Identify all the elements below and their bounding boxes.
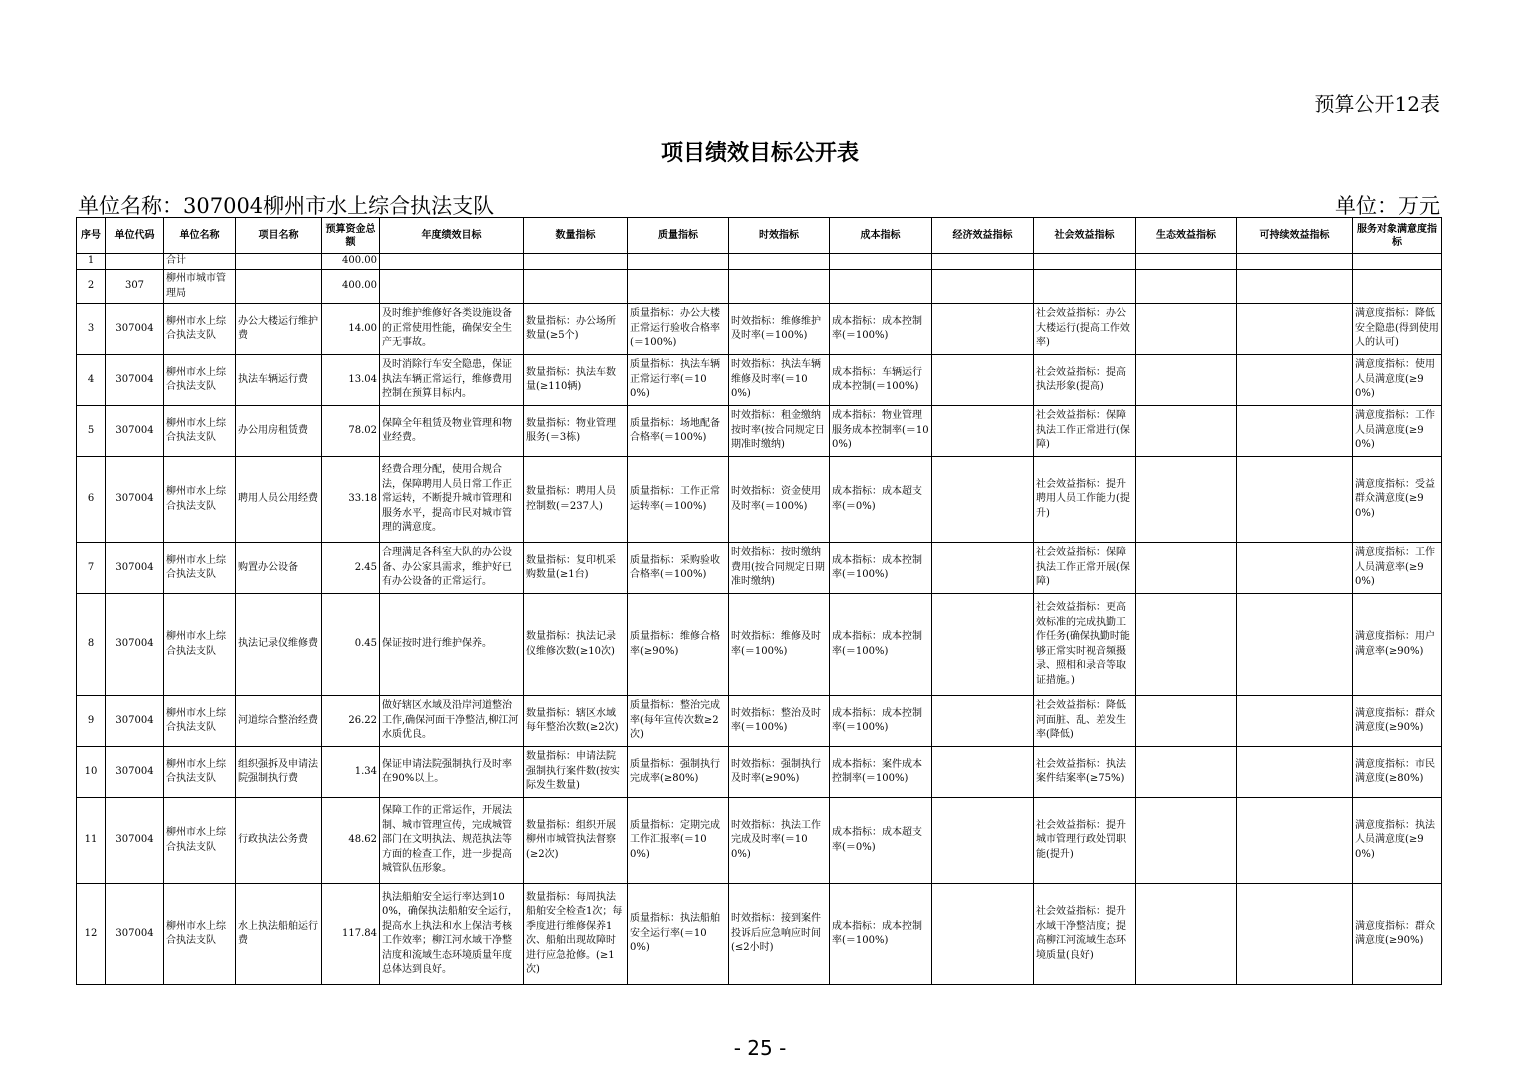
- header-cell: 序号: [77, 218, 106, 254]
- header-cell: 服务对象满意度指标: [1353, 218, 1442, 254]
- cell-code: [106, 254, 164, 270]
- cell-time: 时效指标：执法车辆维修及时率(＝100%): [729, 355, 830, 406]
- cell-eco: [1136, 304, 1237, 355]
- cell-eco: [1136, 457, 1237, 543]
- cell-qty: 数量指标：每周执法船舶安全检查1次；每季度进行维修保养1次、船舶出现故障时进行应急抢修。(≥1次): [524, 884, 628, 985]
- cell-unit: 合计: [164, 254, 236, 270]
- cell-eco: [1136, 594, 1237, 696]
- header-cell: 项目名称: [236, 218, 322, 254]
- cell-amount: 78.02: [322, 406, 380, 457]
- cell-seq: 1: [77, 254, 106, 270]
- cell-unit: 柳州市水上综合执法支队: [164, 457, 236, 543]
- cell-qty: [524, 270, 628, 304]
- cell-satisfy: 满意度指标：降低安全隐患(得到使用人的认可): [1353, 304, 1442, 355]
- cell-time: 时效指标：维修及时率(＝100%): [729, 594, 830, 696]
- cell-social: 社会效益指标：执法案件结案率(≥75%): [1034, 747, 1136, 798]
- cell-time: 时效指标：按时缴纳费用(按合同规定日期准时缴纳): [729, 543, 830, 594]
- cell-qty: 数量指标：复印机采购数量(≥1台): [524, 543, 628, 594]
- cell-econ: [932, 254, 1034, 270]
- cell-quality: 质量指标：维修合格率(≥90%): [628, 594, 729, 696]
- unit-line: [78, 190, 1440, 220]
- header-cell: 年度绩效目标: [380, 218, 524, 254]
- cell-social: 社会效益指标：提升聘用人员工作能力(提升): [1034, 457, 1136, 543]
- cell-amount: 400.00: [322, 270, 380, 304]
- cell-qty: 数量指标：聘用人员控制数(＝237人): [524, 457, 628, 543]
- cell-goal: 及时消除行车安全隐患，保证执法车辆正常运行，维修费用控制在预算目标内。: [380, 355, 524, 406]
- cell-econ: [932, 457, 1034, 543]
- cell-satisfy: 满意度指标：市民满意度(≥80%): [1353, 747, 1442, 798]
- cell-sustain: [1237, 696, 1353, 747]
- cell-time: [729, 270, 830, 304]
- cell-econ: [932, 406, 1034, 457]
- header-cell: 经济效益指标: [932, 218, 1034, 254]
- table-row: [77, 355, 1442, 406]
- cell-sustain: [1237, 304, 1353, 355]
- cell-time: 时效指标：强制执行及时率(≥90%): [729, 747, 830, 798]
- cell-quality: [628, 270, 729, 304]
- table-row: [77, 270, 1442, 304]
- cell-project: 河道综合整治经费: [236, 696, 322, 747]
- header-cell: 可持续效益指标: [1237, 218, 1353, 254]
- cell-project: 办公大楼运行维护费: [236, 304, 322, 355]
- table-row: [77, 543, 1442, 594]
- cell-cost: 成本指标：成本控制率(＝100%): [830, 304, 932, 355]
- cell-unit: 柳州市水上综合执法支队: [164, 406, 236, 457]
- cell-qty: 数量指标：执法记录仪维修次数(≥10次): [524, 594, 628, 696]
- cell-cost: 成本指标：案件成本控制率(＝100%): [830, 747, 932, 798]
- cell-amount: 14.00: [322, 304, 380, 355]
- cell-cost: 成本指标：成本控制率(＝100%): [830, 696, 932, 747]
- cell-unit: 柳州市水上综合执法支队: [164, 543, 236, 594]
- performance-table: [76, 217, 1442, 985]
- cell-qty: 数量指标：物业管理服务(＝3栋): [524, 406, 628, 457]
- table-row: [77, 594, 1442, 696]
- cell-project: [236, 270, 322, 304]
- cell-econ: [932, 355, 1034, 406]
- cell-quality: 质量指标：执法车辆正常运行率(＝100%): [628, 355, 729, 406]
- header-cell: 生态效益指标: [1136, 218, 1237, 254]
- cell-code: 307004: [106, 594, 164, 696]
- cell-goal: 保证按时进行维护保养。: [380, 594, 524, 696]
- cell-social: 社会效益指标：提高执法形象(提高): [1034, 355, 1136, 406]
- cell-unit: 柳州市城市管理局: [164, 270, 236, 304]
- cell-code: 307004: [106, 406, 164, 457]
- cell-seq: 2: [77, 270, 106, 304]
- table-row: [77, 406, 1442, 457]
- cell-satisfy: 满意度指标：工作人员满意度(≥90%): [1353, 406, 1442, 457]
- cell-econ: [932, 543, 1034, 594]
- header-cell: 单位代码: [106, 218, 164, 254]
- cell-social: 社会效益指标：提升城市管理行政处罚职能(提升): [1034, 798, 1136, 884]
- cell-social: 社会效益指标：办公大楼运行(提高工作效率): [1034, 304, 1136, 355]
- cell-goal: 保证申请法院强制执行及时率在90%以上。: [380, 747, 524, 798]
- cell-quality: 质量指标：执法船舶安全运行率(＝100%): [628, 884, 729, 985]
- table-row: [77, 457, 1442, 543]
- cell-project: 办公用房租赁费: [236, 406, 322, 457]
- cell-seq: 9: [77, 696, 106, 747]
- cell-code: 307004: [106, 457, 164, 543]
- cell-seq: 11: [77, 798, 106, 884]
- header-cell: 预算资金总额: [322, 218, 380, 254]
- cell-cost: 成本指标：成本超支率(＝0%): [830, 798, 932, 884]
- cell-quality: 质量指标：采购验收合格率(＝100%): [628, 543, 729, 594]
- cell-goal: 执法船舶安全运行率达到100%，确保执法船舶安全运行，提高水上执法和水上保洁考核工作效率；柳江河水域干净整洁度和流域生态环境质量年度总体达到良好。: [380, 884, 524, 985]
- table-body: [77, 254, 1442, 985]
- cell-amount: 26.22: [322, 696, 380, 747]
- cell-project: 执法车辆运行费: [236, 355, 322, 406]
- cell-seq: 3: [77, 304, 106, 355]
- cell-cost: [830, 254, 932, 270]
- cell-eco: [1136, 747, 1237, 798]
- cell-time: [729, 254, 830, 270]
- cell-quality: [628, 254, 729, 270]
- cell-code: 307004: [106, 355, 164, 406]
- cell-time: 时效指标：执法工作完成及时率(＝100%): [729, 798, 830, 884]
- cell-time: 时效指标：维修维护及时率(＝100%): [729, 304, 830, 355]
- cell-econ: [932, 798, 1034, 884]
- cell-project: 水上执法船舶运行费: [236, 884, 322, 985]
- header-cell: 时效指标: [729, 218, 830, 254]
- cell-econ: [932, 747, 1034, 798]
- cell-cost: 成本指标：成本超支率(＝0%): [830, 457, 932, 543]
- cell-cost: 成本指标：成本控制率(＝100%): [830, 594, 932, 696]
- cell-time: 时效指标：租金缴纳按时率(按合同规定日期准时缴纳): [729, 406, 830, 457]
- cell-social: 社会效益指标：提升水域干净整洁度；提高柳江河流域生态环境质量(良好): [1034, 884, 1136, 985]
- cell-quality: 质量指标：场地配备合格率(＝100%): [628, 406, 729, 457]
- cell-amount: 33.18: [322, 457, 380, 543]
- cell-amount: 2.45: [322, 543, 380, 594]
- cell-code: 307004: [106, 304, 164, 355]
- cell-sustain: [1237, 457, 1353, 543]
- cell-quality: 质量指标：强制执行完成率(≥80%): [628, 747, 729, 798]
- cell-time: 时效指标：整治及时率(＝100%): [729, 696, 830, 747]
- cell-sustain: [1237, 594, 1353, 696]
- cell-social: [1034, 270, 1136, 304]
- cell-social: 社会效益指标：降低河面脏、乱、差发生率(降低): [1034, 696, 1136, 747]
- cell-amount: 400.00: [322, 254, 380, 270]
- cell-unit: 柳州市水上综合执法支队: [164, 355, 236, 406]
- cell-quality: 质量指标：工作正常运转率(＝100%): [628, 457, 729, 543]
- cell-amount: 1.34: [322, 747, 380, 798]
- cell-seq: 4: [77, 355, 106, 406]
- cell-sustain: [1237, 355, 1353, 406]
- cell-social: 社会效益指标：保障执法工作正常开展(保障): [1034, 543, 1136, 594]
- cell-quality: 质量指标：整治完成率(每年宣传次数≥2次): [628, 696, 729, 747]
- cell-amount: 117.84: [322, 884, 380, 985]
- cell-satisfy: 满意度指标：受益群众满意度(≥90%): [1353, 457, 1442, 543]
- cell-time: 时效指标：接到案件投诉后应急响应时间(≤2小时): [729, 884, 830, 985]
- cell-project: 购置办公设备: [236, 543, 322, 594]
- cell-eco: [1136, 696, 1237, 747]
- table-row: [77, 884, 1442, 985]
- cell-eco: [1136, 355, 1237, 406]
- cell-satisfy: 满意度指标：执法人员满意度(≥90%): [1353, 798, 1442, 884]
- cell-social: [1034, 254, 1136, 270]
- cell-amount: 48.62: [322, 798, 380, 884]
- cell-eco: [1136, 406, 1237, 457]
- cell-amount: 0.45: [322, 594, 380, 696]
- table-row: [77, 304, 1442, 355]
- cell-eco: [1136, 884, 1237, 985]
- cell-cost: 成本指标：物业管理服务成本控制率(＝100%): [830, 406, 932, 457]
- cell-goal: 做好辖区水域及沿岸河道整治工作,确保河面干净整洁,柳江河水质优良。: [380, 696, 524, 747]
- cell-sustain: [1237, 406, 1353, 457]
- cell-econ: [932, 594, 1034, 696]
- cell-eco: [1136, 798, 1237, 884]
- cell-satisfy: 满意度指标：使用人员满意度(≥90%): [1353, 355, 1442, 406]
- cell-econ: [932, 696, 1034, 747]
- header-cell: 成本指标: [830, 218, 932, 254]
- cell-quality: 质量指标：办公大楼正常运行验收合格率(＝100%): [628, 304, 729, 355]
- cell-unit: 柳州市水上综合执法支队: [164, 747, 236, 798]
- header-cell: 社会效益指标: [1034, 218, 1136, 254]
- cell-sustain: [1237, 798, 1353, 884]
- cell-amount: 13.04: [322, 355, 380, 406]
- cell-goal: 合理满足各科室大队的办公设备、办公家具需求，维护好已有办公设备的正常运行。: [380, 543, 524, 594]
- cell-qty: 数量指标：组织开展柳州市城管执法督察(≥2次): [524, 798, 628, 884]
- header-row: [77, 218, 1442, 254]
- cell-eco: [1136, 270, 1237, 304]
- cell-sustain: [1237, 254, 1353, 270]
- cell-satisfy: 满意度指标：群众满意度(≥90%): [1353, 884, 1442, 985]
- cell-project: 组织强拆及申请法院强制执行费: [236, 747, 322, 798]
- cell-unit: 柳州市水上综合执法支队: [164, 696, 236, 747]
- cell-code: 307: [106, 270, 164, 304]
- table-row: [77, 747, 1442, 798]
- cell-qty: [524, 254, 628, 270]
- cell-cost: 成本指标：成本控制率(＝100%): [830, 884, 932, 985]
- header-cell: 质量指标: [628, 218, 729, 254]
- cell-goal: 及时维护维修好各类设施设备的正常使用性能，确保安全生产无事故。: [380, 304, 524, 355]
- cell-code: 307004: [106, 798, 164, 884]
- cell-seq: 12: [77, 884, 106, 985]
- cell-sustain: [1237, 270, 1353, 304]
- cell-time: 时效指标：资金使用及时率(＝100%): [729, 457, 830, 543]
- cell-econ: [932, 270, 1034, 304]
- cell-project: 执法记录仪维修费: [236, 594, 322, 696]
- cell-code: 307004: [106, 696, 164, 747]
- cell-seq: 10: [77, 747, 106, 798]
- cell-unit: 柳州市水上综合执法支队: [164, 594, 236, 696]
- cell-qty: 数量指标：辖区水域每年整治次数(≥2次): [524, 696, 628, 747]
- header-cell: 数量指标: [524, 218, 628, 254]
- cell-satisfy: [1353, 270, 1442, 304]
- cell-goal: 保障工作的正常运作，开展法制、城市管理宣传，完成城管部门在文明执法、规范执法等方面的检查工作，进一步提高城管队伍形象。: [380, 798, 524, 884]
- cell-unit: 柳州市水上综合执法支队: [164, 884, 236, 985]
- cell-code: 307004: [106, 543, 164, 594]
- cell-goal: 经费合理分配，使用合规合法，保障聘用人员日常工作正常运转，不断提升城市管理和服务水平，提高市民对城市管理的满意度。: [380, 457, 524, 543]
- cell-qty: 数量指标：申请法院强制执行案件数(按实际发生数量): [524, 747, 628, 798]
- header-cell: 单位名称: [164, 218, 236, 254]
- cell-unit: 柳州市水上综合执法支队: [164, 798, 236, 884]
- cell-qty: 数量指标：办公场所数量(≥5个): [524, 304, 628, 355]
- cell-eco: [1136, 543, 1237, 594]
- table-row: [77, 798, 1442, 884]
- cell-code: 307004: [106, 884, 164, 985]
- cell-social: 社会效益指标：保障执法工作正常进行(保障): [1034, 406, 1136, 457]
- cell-code: 307004: [106, 747, 164, 798]
- cell-sustain: [1237, 884, 1353, 985]
- cell-social: 社会效益指标：更高效标准的完成执勤工作任务(确保执勤时能够正常实时视音频摄录、照相和录音等取证措施。): [1034, 594, 1136, 696]
- cell-eco: [1136, 254, 1237, 270]
- cell-seq: 6: [77, 457, 106, 543]
- cell-satisfy: 满意度指标：工作人员满意率(≥90%): [1353, 543, 1442, 594]
- cell-project: 聘用人员公用经费: [236, 457, 322, 543]
- cell-project: [236, 254, 322, 270]
- page-title: 项目绩效目标公开表: [660, 140, 859, 166]
- cell-goal: 保障全年租赁及物业管理和物业经费。: [380, 406, 524, 457]
- cell-cost: [830, 270, 932, 304]
- cell-satisfy: [1353, 254, 1442, 270]
- cell-sustain: [1237, 543, 1353, 594]
- unit-name: 单位名称：307004柳州市水上综合执法支队: [78, 194, 495, 218]
- cell-econ: [932, 304, 1034, 355]
- currency-unit: 单位：万元: [1335, 194, 1440, 218]
- cell-goal: [380, 254, 524, 270]
- cell-seq: 8: [77, 594, 106, 696]
- cell-unit: 柳州市水上综合执法支队: [164, 304, 236, 355]
- cell-qty: 数量指标：执法车数量(≥110辆): [524, 355, 628, 406]
- table-row: [77, 696, 1442, 747]
- form-number: 预算公开12表: [1314, 92, 1440, 116]
- cell-goal: [380, 270, 524, 304]
- page-number: - 25 -: [733, 1036, 787, 1060]
- table-row: [77, 254, 1442, 270]
- cell-satisfy: 满意度指标：用户满意率(≥90%): [1353, 594, 1442, 696]
- cell-seq: 7: [77, 543, 106, 594]
- cell-econ: [932, 884, 1034, 985]
- cell-satisfy: 满意度指标：群众满意度(≥90%): [1353, 696, 1442, 747]
- cell-quality: 质量指标：定期完成工作汇报率(＝100%): [628, 798, 729, 884]
- cell-seq: 5: [77, 406, 106, 457]
- cell-cost: 成本指标：车辆运行成本控制(＝100%): [830, 355, 932, 406]
- cell-sustain: [1237, 747, 1353, 798]
- cell-project: 行政执法公务费: [236, 798, 322, 884]
- cell-cost: 成本指标：成本控制率(＝100%): [830, 543, 932, 594]
